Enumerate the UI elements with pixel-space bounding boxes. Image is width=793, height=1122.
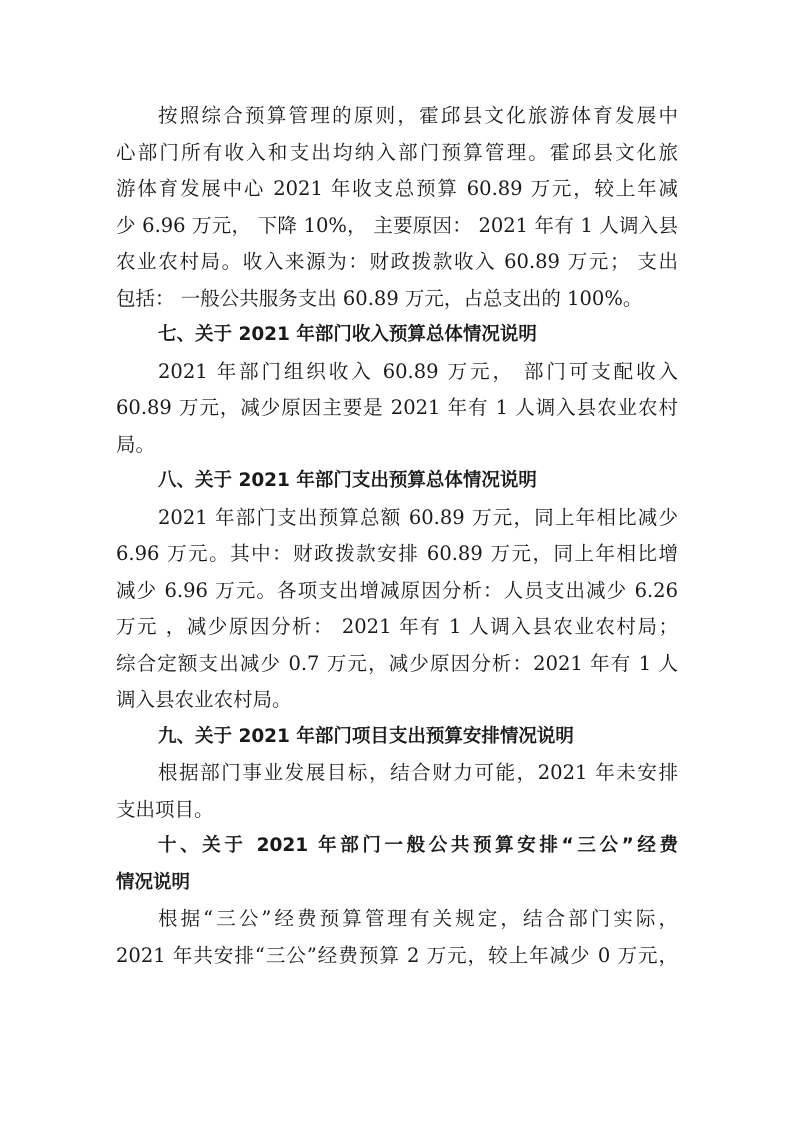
paragraph-line: 少 6.96 万元， 下降 10%， 主要原因： 2021 年有 1 人调入县 — [116, 213, 678, 237]
budget-overview-paragraph — [116, 98, 678, 317]
paragraph-line: 根据部门事业发展目标，结合财力可能，2021 年未安排 — [158, 761, 678, 784]
section-heading: 八、关于 2021 年部门支出预算总体情况说明 — [158, 470, 537, 491]
paragraph-line: 农业农村局。收入来源为：财政拨款收入 60.89 万元； 支出 — [116, 250, 678, 273]
paragraph-line: 局。 — [116, 432, 156, 456]
paragraph-line: 心部门所有收入和支出均纳入部门预算管理。霍邱县文化旅 — [116, 140, 678, 164]
paragraph-line: 减少 6.96 万元。各项支出增减原因分析：人员支出减少 6.26 — [116, 578, 678, 602]
paragraph-line: 万元 ，减少原因分析： 2021 年有 1 人调入县农业农村局； — [116, 615, 678, 638]
paragraph-line: 60.89 万元，减少原因主要是 2021 年有 1 人调入县农业农村 — [116, 396, 678, 419]
paragraph-line: 按照综合预算管理的原则，霍邱县文化旅游体育发展中 — [158, 104, 678, 127]
document-page — [116, 98, 678, 974]
paragraph-line: 包括： 一般公共服务支出 60.89 万元，占总支出的 100%。 — [116, 286, 643, 310]
section-heading: 十、关于 2021 年部门一般公共预算安排“三公”经费 — [158, 835, 678, 856]
section-7 — [116, 317, 678, 463]
paragraph-line: 根据“三公”经费预算管理有关规定，结合部门实际， — [158, 907, 678, 930]
paragraph-line: 2021 年部门组织收入 60.89 万元， 部门可支配收入 — [158, 359, 678, 383]
section-9 — [116, 719, 678, 829]
paragraph-line: 2021 年共安排“三公”经费预算 2 万元，较上年减少 0 万元， — [116, 943, 678, 967]
section-10 — [116, 828, 678, 974]
section-heading: 九、关于 2021 年部门项目支出预算安排情况说明 — [158, 725, 574, 747]
section-heading: 七、关于 2021 年部门收入预算总体情况说明 — [158, 324, 537, 345]
section-8 — [116, 463, 678, 719]
paragraph-line: 游体育发展中心 2021 年收支总预算 60.89 万元，较上年减 — [116, 177, 678, 200]
paragraph-line: 综合定额支出减少 0.7 万元，减少原因分析：2021 年有 1 人 — [116, 651, 678, 675]
paragraph-line: 支出项目。 — [116, 797, 214, 821]
paragraph-line: 调入县农业农村局。 — [116, 688, 292, 711]
paragraph-line: 6.96 万元。其中：财政拨款安排 60.89 万元，同上年相比增 — [116, 542, 678, 565]
section-heading-continued: 情况说明 — [116, 871, 191, 893]
paragraph-line: 2021 年部门支出预算总额 60.89 万元，同上年相比减少 — [158, 505, 678, 529]
